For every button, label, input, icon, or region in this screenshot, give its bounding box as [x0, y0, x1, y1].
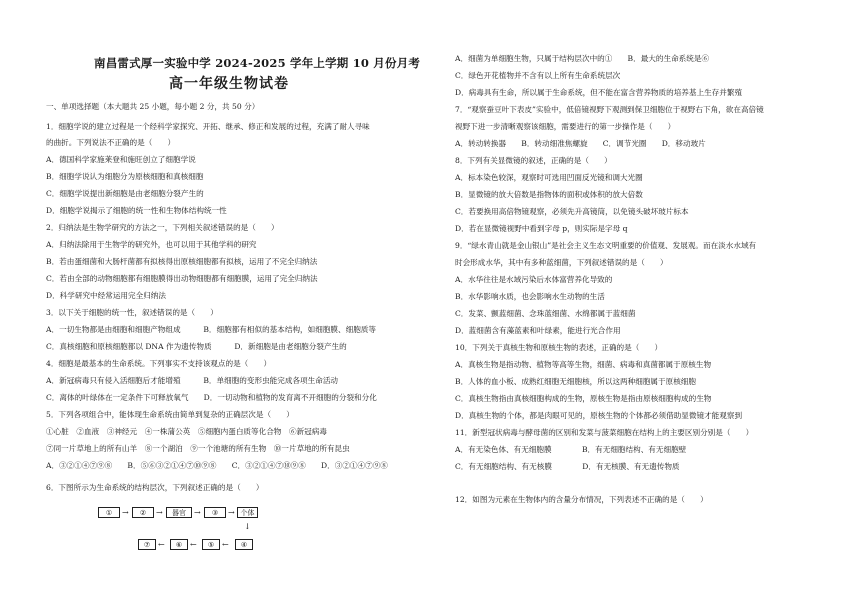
option-line: A．真核生物是指动物、植物等高等生物，细菌、病毒和真菌都属于原核生物 [455, 360, 712, 369]
option-line: A．转动转换器 B．转动细准焦螺旋 C．调节光圈 D．移动玻片 [455, 139, 706, 148]
exam-title: 南昌雷式厚一实验中学 2024-2025 学年上学期 10 月份月考 [94, 56, 421, 70]
right-arrow-icon: → [122, 508, 129, 517]
diagram-node: ⑥ [170, 539, 188, 550]
option-line: B．水华影响水质，也会影响水生动物的生活 [455, 292, 605, 301]
option-line: D．蓝细菌含有藻蓝素和叶绿素，能进行光合作用 [455, 326, 621, 335]
question-line: 视野下进一步清晰观察该细胞，需要进行的第一步操作是（ ） [455, 122, 676, 131]
option-line: A．新冠病毒只有侵入活细胞后才能增殖 B．单细胞的变形虫能完成各项生命活动 [46, 376, 339, 385]
right-arrow-icon: → [228, 508, 235, 517]
option-line: C．若要换用高倍物镜观察，必须先升高镜筒，以免镜头破坏玻片标本 [455, 207, 689, 216]
option-line: A．水华往往是水域污染后水体富营养化导致的 [455, 275, 613, 284]
question-line: 时会形成水华，其中有多种蓝细菌，下列叙述错误的是（ ） [455, 258, 668, 267]
option-line: C．细胞学说提出新细胞是由老细胞分裂产生的 [46, 189, 204, 198]
right-arrow-icon: → [156, 508, 163, 517]
life-system-diagram [98, 507, 258, 555]
question-line: 12．如图为元素在生物体内的含量分布情况，下列表述不正确的是（ ） [455, 495, 708, 504]
option-line: A．归纳法除用于生物学的研究外，也可以用于其他学科的研究 [46, 240, 257, 249]
question-line: 7．“观察蚕豆叶下表皮”实验中，低倍镜视野下观测到保卫细胞位于视野右下角，欲在高倍镜 [455, 105, 764, 114]
left-arrow-icon: ← [158, 540, 165, 549]
diagram-node: ① [98, 507, 120, 518]
option-line: C．离体的叶绿体在一定条件下可释放氧气 D．一切动物和植物的发育离不开细胞的分裂和分化 [46, 393, 377, 402]
option-line: A．③②①④⑦⑨⑧ B．⑤⑥③②①④⑦⑩⑨⑧ C．③②①④⑦⑩⑨⑧ D．③②①④⑦⑨⑧ [46, 461, 388, 470]
option-line: C．有无细胞结构、有无核膜 D．有无核膜、有无遗传物质 [455, 462, 680, 471]
option-line: A．标本染色较深，观察时可选用凹面反光镜和调大光圈 [455, 173, 643, 182]
question-line: 8．下列有关显微镜的叙述，正确的是（ ） [455, 156, 612, 165]
down-arrow-icon: ↓ [244, 522, 251, 531]
right-arrow-icon: → [194, 508, 201, 517]
option-line: C．真核生物指由真核细胞构成的生物，原核生物是指由原核细胞构成的生物 [455, 394, 712, 403]
question-line: 2．归纳法是生物学研究的方法之一，下列相关叙述错误的是（ ） [46, 223, 279, 232]
option-line: C．若由全部的动物细胞都有细胞膜得出动物细胞都有细胞膜，运用了完全归纳法 [46, 274, 318, 283]
option-line: D．科学研究中经常运用完全归纳法 [46, 291, 166, 300]
question-line: ①心脏 ②血液 ③神经元 ④一株蒲公英 ⑤细胞内蛋白质等化合物 ⑥新冠病毒 [46, 427, 327, 436]
question-line: ⑦同一片草地上的所有山羊 ⑧一个湖泊 ⑨一个池塘的所有生物 ⑩一片草地的所有昆虫 [46, 444, 350, 453]
option-line: D．若在显微镜视野中看到字母 p，则实际是字母 q [455, 224, 628, 233]
option-line: C．发菜、颤蓝细菌、念珠蓝细菌、水绵都属于蓝细菌 [455, 309, 636, 318]
left-arrow-icon: ← [222, 540, 229, 549]
question-line: 5．下列各项组合中，能体现生命系统由简单到复杂的正确层次是（ ） [46, 410, 294, 419]
diagram-node: ⑤ [202, 539, 220, 550]
diagram-node: 器官 [166, 507, 192, 518]
question-line: 11．新型冠状病毒与酵母菌的区别和发菜与菠菜细胞在结构上的主要区别分别是（ ） [455, 428, 754, 437]
option-line: D．细胞学说揭示了细胞的统一性和生物体结构统一性 [46, 206, 227, 215]
option-line: D．病毒具有生命，所以属于生命系统，但不能在富含营养物质的培养基上生存并繁殖 [455, 88, 743, 97]
option-line: C．真核细胞和原核细胞都以 DNA 作为遗传物质 D．新细胞是由老细胞分裂产生的 [46, 342, 347, 351]
question-line: 的曲折。下列说法不正确的是（ ） [46, 138, 176, 147]
section-heading: 一、单项选择题（本大题共 25 小题，每小题 2 分，共 50 分） [46, 102, 260, 111]
exam-subtitle: 高一年级生物试卷 [169, 76, 289, 92]
option-line: B．若由蛋细菌和大肠杆菌都有拟核得出原核细胞都有拟核，运用了不完全归纳法 [46, 257, 318, 266]
diagram-node: ④ [235, 539, 253, 550]
option-line: A．一切生物都是由细胞和细胞产物组成 B．细胞都有相似的基本结构，如细胞膜、细胞质等 [46, 325, 376, 334]
option-line: B．人体的血小板、成熟红细胞无细胞核，所以这两种细胞属于原核细胞 [455, 377, 696, 386]
question-line: 1．细胞学说的建立过程是一个经科学家探究、开拓、继承、修正和发展的过程，充满了耐人寻味 [46, 122, 370, 131]
left-arrow-icon: ← [190, 540, 197, 549]
question-line: 9．“绿水青山就是金山银山”是社会主义生态文明重要的价值观、发展观。而在淡水水域有 [455, 241, 757, 250]
option-line: B．显微镜的放大倍数是指物体的面积或体积的放大倍数 [455, 190, 643, 199]
question-line: 3．以下关于细胞的统一性，叙述错误的是（ ） [46, 308, 218, 317]
option-line: B．细胞学说认为细胞分为原核细胞和真核细胞 [46, 172, 204, 181]
question-line: 4．细胞是最基本的生命系统。下列事实不支持该观点的是（ ） [46, 359, 272, 368]
option-line: A．有无染色体、有无细胞膜 B．有无细胞结构、有无细胞壁 [455, 445, 687, 454]
diagram-node: ② [132, 507, 154, 518]
diagram-node: ⑦ [138, 539, 156, 550]
option-line: A．细菌为单细胞生物，只属于结构层次中的① B．最大的生命系统是⑥ [455, 54, 710, 63]
question-line: 6．下图所示为生命系统的结构层次，下列叙述正确的是（ ） [46, 483, 264, 492]
diagram-node: ③ [204, 507, 226, 518]
option-line: D．真核生物的个体，都是肉眼可见的，原核生物的个体都必须借助显微镜才能观察到 [455, 411, 743, 420]
option-line: C．绿色开花植物并不含有以上所有生命系统层次 [455, 71, 621, 80]
option-line: A．德国科学家施莱登和施旺创立了细胞学说 [46, 155, 196, 164]
diagram-node: 个体 [237, 507, 258, 518]
question-line: 10．下列关于真核生物和原核生物的表述，正确的是（ ） [455, 343, 663, 352]
